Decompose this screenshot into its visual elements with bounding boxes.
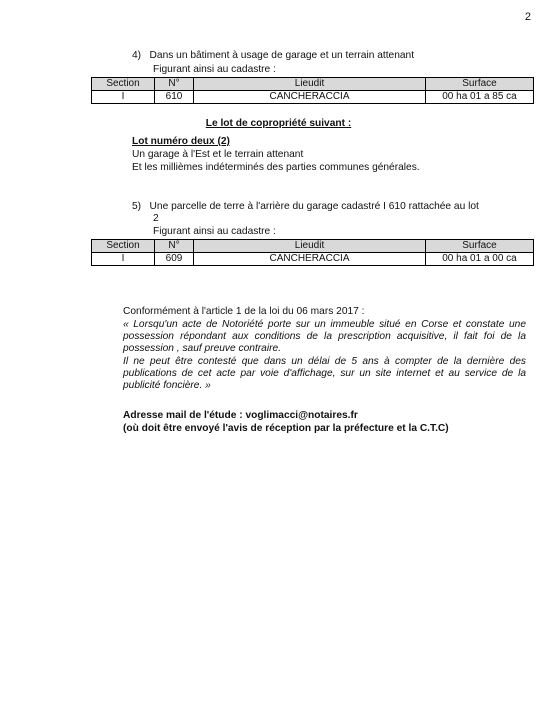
table-header-row: [92, 78, 534, 91]
table-row: [92, 253, 534, 266]
legal-quote-1: « Lorsqu'un acte de Notoriété porte sur un immeuble situé en Corse et constate une possession répondant aux conditions de la prescription acquisitive, il fait foi de la possession , sauf preuve contraire.: [123, 319, 526, 355]
cadastre-table-2: [91, 239, 534, 266]
cell-surface: 00 ha 01 a 85 ca: [426, 91, 534, 104]
cell-section: I: [92, 253, 155, 266]
table-header-row: [92, 240, 534, 253]
item-4-line: 4) Dans un bâtiment à usage de garage et un terrain attenant: [132, 50, 415, 61]
cell-lieudit: CANCHERACCIA: [194, 253, 426, 266]
cell-num: 609: [155, 253, 194, 266]
header-lieudit: Lieudit: [194, 78, 426, 91]
lot-title: Lot numéro deux (2): [132, 136, 230, 147]
acknowledgment-note: (où doit être envoyé l'avis de réception par la préfecture et la C.T.C): [123, 423, 449, 434]
office-email-line: Adresse mail de l'étude : voglimacci@notaires.fr: [123, 410, 358, 421]
lot-line-1: Un garage à l'Est et le terrain attenant: [132, 149, 304, 160]
header-num: N°: [155, 240, 194, 253]
item-4-cadastre-label: Figurant ainsi au cadastre :: [153, 64, 276, 75]
cadastre-table-1: [91, 77, 534, 104]
table-row: [92, 91, 534, 104]
cell-surface: 00 ha 01 a 00 ca: [426, 253, 534, 266]
page-number: 2: [524, 11, 531, 23]
header-surface: Surface: [426, 240, 534, 253]
cell-lieudit: CANCHERACCIA: [194, 91, 426, 104]
header-section: Section: [92, 240, 155, 253]
lot-heading: Le lot de copropriété suivant :: [205, 118, 352, 129]
item-5-lot-number: 2: [153, 213, 159, 224]
header-section: Section: [92, 78, 155, 91]
header-num: N°: [155, 78, 194, 91]
item-5-line: 5) Une parcelle de terre à l'arrière du garage cadastré I 610 rattachée au lot: [132, 201, 479, 212]
legal-intro: Conformément à l'article 1 de la loi du 06 mars 2017 :: [123, 306, 365, 317]
legal-quote-2: Il ne peut être contesté que dans un délai de 5 ans à compter de la dernière des publications de cet acte par voie d'affichage, sur un site internet et au service de la publicité foncière. »: [123, 356, 526, 392]
lot-line-2: Et les millièmes indéterminés des parties communes générales.: [132, 162, 420, 173]
header-lieudit: Lieudit: [194, 240, 426, 253]
header-surface: Surface: [426, 78, 534, 91]
cell-section: I: [92, 91, 155, 104]
item-5-cadastre-label: Figurant ainsi au cadastre :: [153, 226, 276, 237]
cell-num: 610: [155, 91, 194, 104]
